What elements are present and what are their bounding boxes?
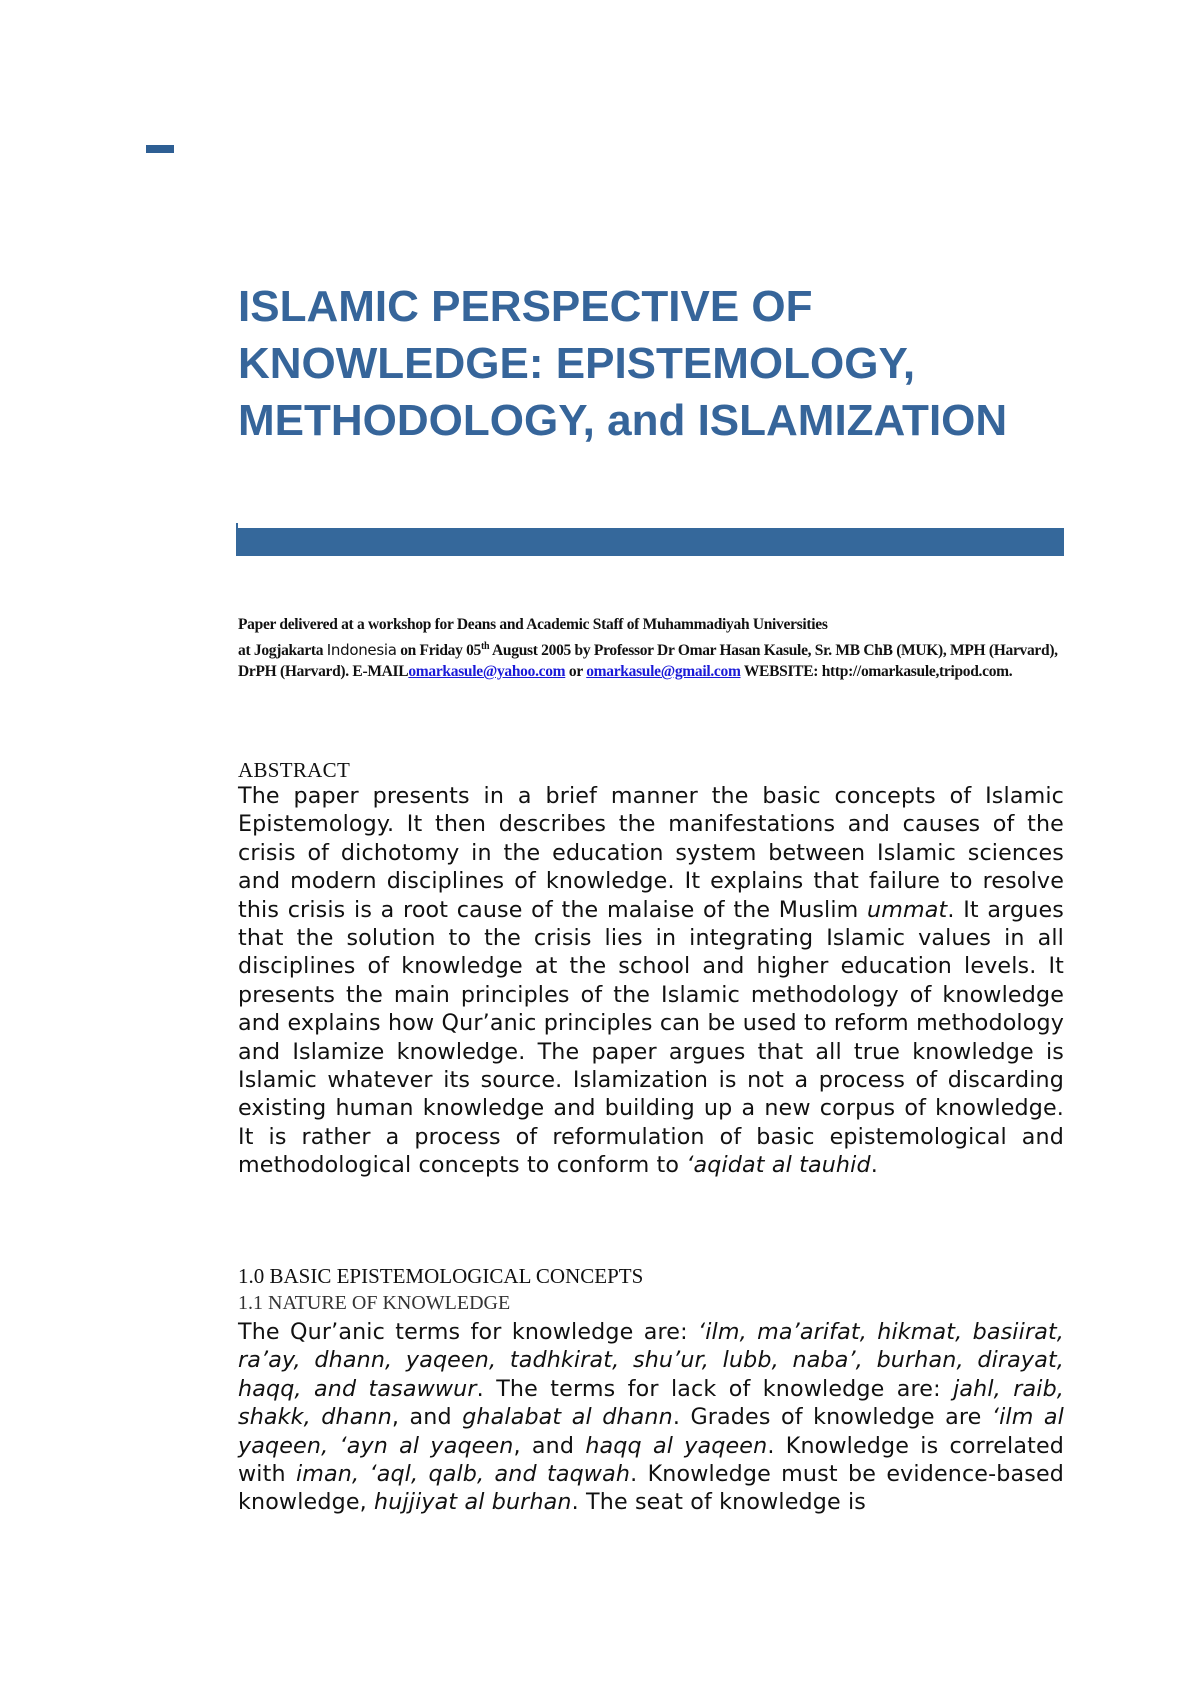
knowledge-text-7: . Knowledge must be evidence-based knowledge, bbox=[238, 1461, 1064, 1516]
correlated-terms: iman, ‘aql, qalb, and taqwah bbox=[295, 1461, 631, 1488]
abstract-heading: ABSTRACT bbox=[238, 758, 351, 782]
term-haqq-yaqeen: haqq al yaqeen bbox=[585, 1432, 768, 1459]
byline-website: WEBSITE: http://omarkasule,tripod.com. bbox=[740, 663, 1013, 681]
byline-line-1: Paper delivered at a workshop for Deans and Academic Staff of Muhammadiyah Universities bbox=[238, 616, 828, 633]
abstract-text-2: . It argues that the solution to the crisis lies in integrating Islamic values in all disciplines of knowledge at the school and higher education levels. It presents the main principles of the Islamic methodology of knowledge and explains how Qur’anic principles can be used to reform methodology and Islamize knowledge. The paper argues that all true knowledge is Islamic whatever its source. Islamization is not a process of discarding existing human knowledge and building up a new corpus of knowledge. It is rather a process of reformulation of basic epistemological and methodological concepts to conform to bbox=[238, 896, 1064, 1179]
term-ghalabat: ghalabat al dhann bbox=[462, 1404, 673, 1431]
byline-superscript: th bbox=[481, 640, 490, 652]
abstract-term-aqidat: ‘aqidat al tauhid bbox=[686, 1152, 871, 1179]
abstract-text-1: The paper presents in a brief manner the basic concepts of Islamic Epistemology. It then describes the manifestations and causes of the crisis of dichotomy in the education system between Islamic sciences and modern disciplines of knowledge. It explains that failure to resolve this crisis is a root cause of the malaise of the Muslim bbox=[238, 783, 1064, 923]
byline-text-a: at Jogjakarta bbox=[238, 641, 327, 659]
document-title: ISLAMIC PERSPECTIVE OF KNOWLEDGE: EPISTEMOLOGY, METHODOLOGY, and ISLAMIZATION bbox=[238, 282, 1008, 445]
abstract-term-ummat: ummat bbox=[867, 896, 948, 923]
knowledge-text-4: . Grades of knowledge are bbox=[672, 1404, 992, 1431]
section-heading: 1.0 BASIC EPISTEMOLOGICAL CONCEPTS bbox=[238, 1264, 644, 1288]
abstract-paragraph bbox=[238, 782, 1064, 1180]
byline bbox=[238, 614, 1068, 683]
knowledge-text-3: , and bbox=[391, 1404, 463, 1431]
title-rule bbox=[236, 528, 1064, 556]
subsection-heading: 1.1 NATURE OF KNOWLEDGE bbox=[238, 1292, 511, 1314]
knowledge-text-8: . The seat of knowledge is bbox=[571, 1489, 867, 1516]
abstract-text-3: . bbox=[870, 1152, 878, 1179]
term-hujjiyat: hujjiyat al burhan bbox=[374, 1489, 572, 1516]
byline-text-b: on Friday 05 bbox=[396, 641, 482, 659]
lack-terms: jahl, raib, shakk, dhann bbox=[238, 1375, 1065, 1431]
knowledge-text-2: . The terms for lack of knowledge are: bbox=[476, 1375, 954, 1402]
knowledge-terms: ‘ilm, ma’arifat, hikmat, basiirat, ra’ay, dhann, yaqeen, tadhkirat, shu’ur, lubb, naba’, burhan, dirayat, haqq, and tasawwur bbox=[238, 1319, 1065, 1402]
email-link-yahoo[interactable]: omarkasule@yahoo.com bbox=[408, 663, 566, 681]
corner-mark bbox=[146, 145, 174, 153]
knowledge-text-5: , and bbox=[513, 1432, 586, 1459]
byline-text-c: August 2005 by Professor Dr Omar Hasan Kasule, Sr. MB ChB (MUK), MPH (Harvard), DrPH (Harvard). E-MAIL bbox=[238, 641, 1058, 681]
knowledge-text-1: The Qur’anic terms for knowledge are: bbox=[238, 1319, 699, 1345]
nature-of-knowledge-paragraph bbox=[238, 1318, 1064, 1517]
knowledge-text-6: . Knowledge is correlated with bbox=[238, 1432, 1064, 1488]
email-link-gmail[interactable]: omarkasule@gmail.com bbox=[586, 663, 741, 681]
byline-or: or bbox=[565, 663, 587, 681]
byline-location: Indonesia bbox=[326, 640, 397, 659]
term-ilm-yaqeen: ‘ilm al yaqeen, ‘ayn al yaqeen bbox=[238, 1404, 1064, 1459]
